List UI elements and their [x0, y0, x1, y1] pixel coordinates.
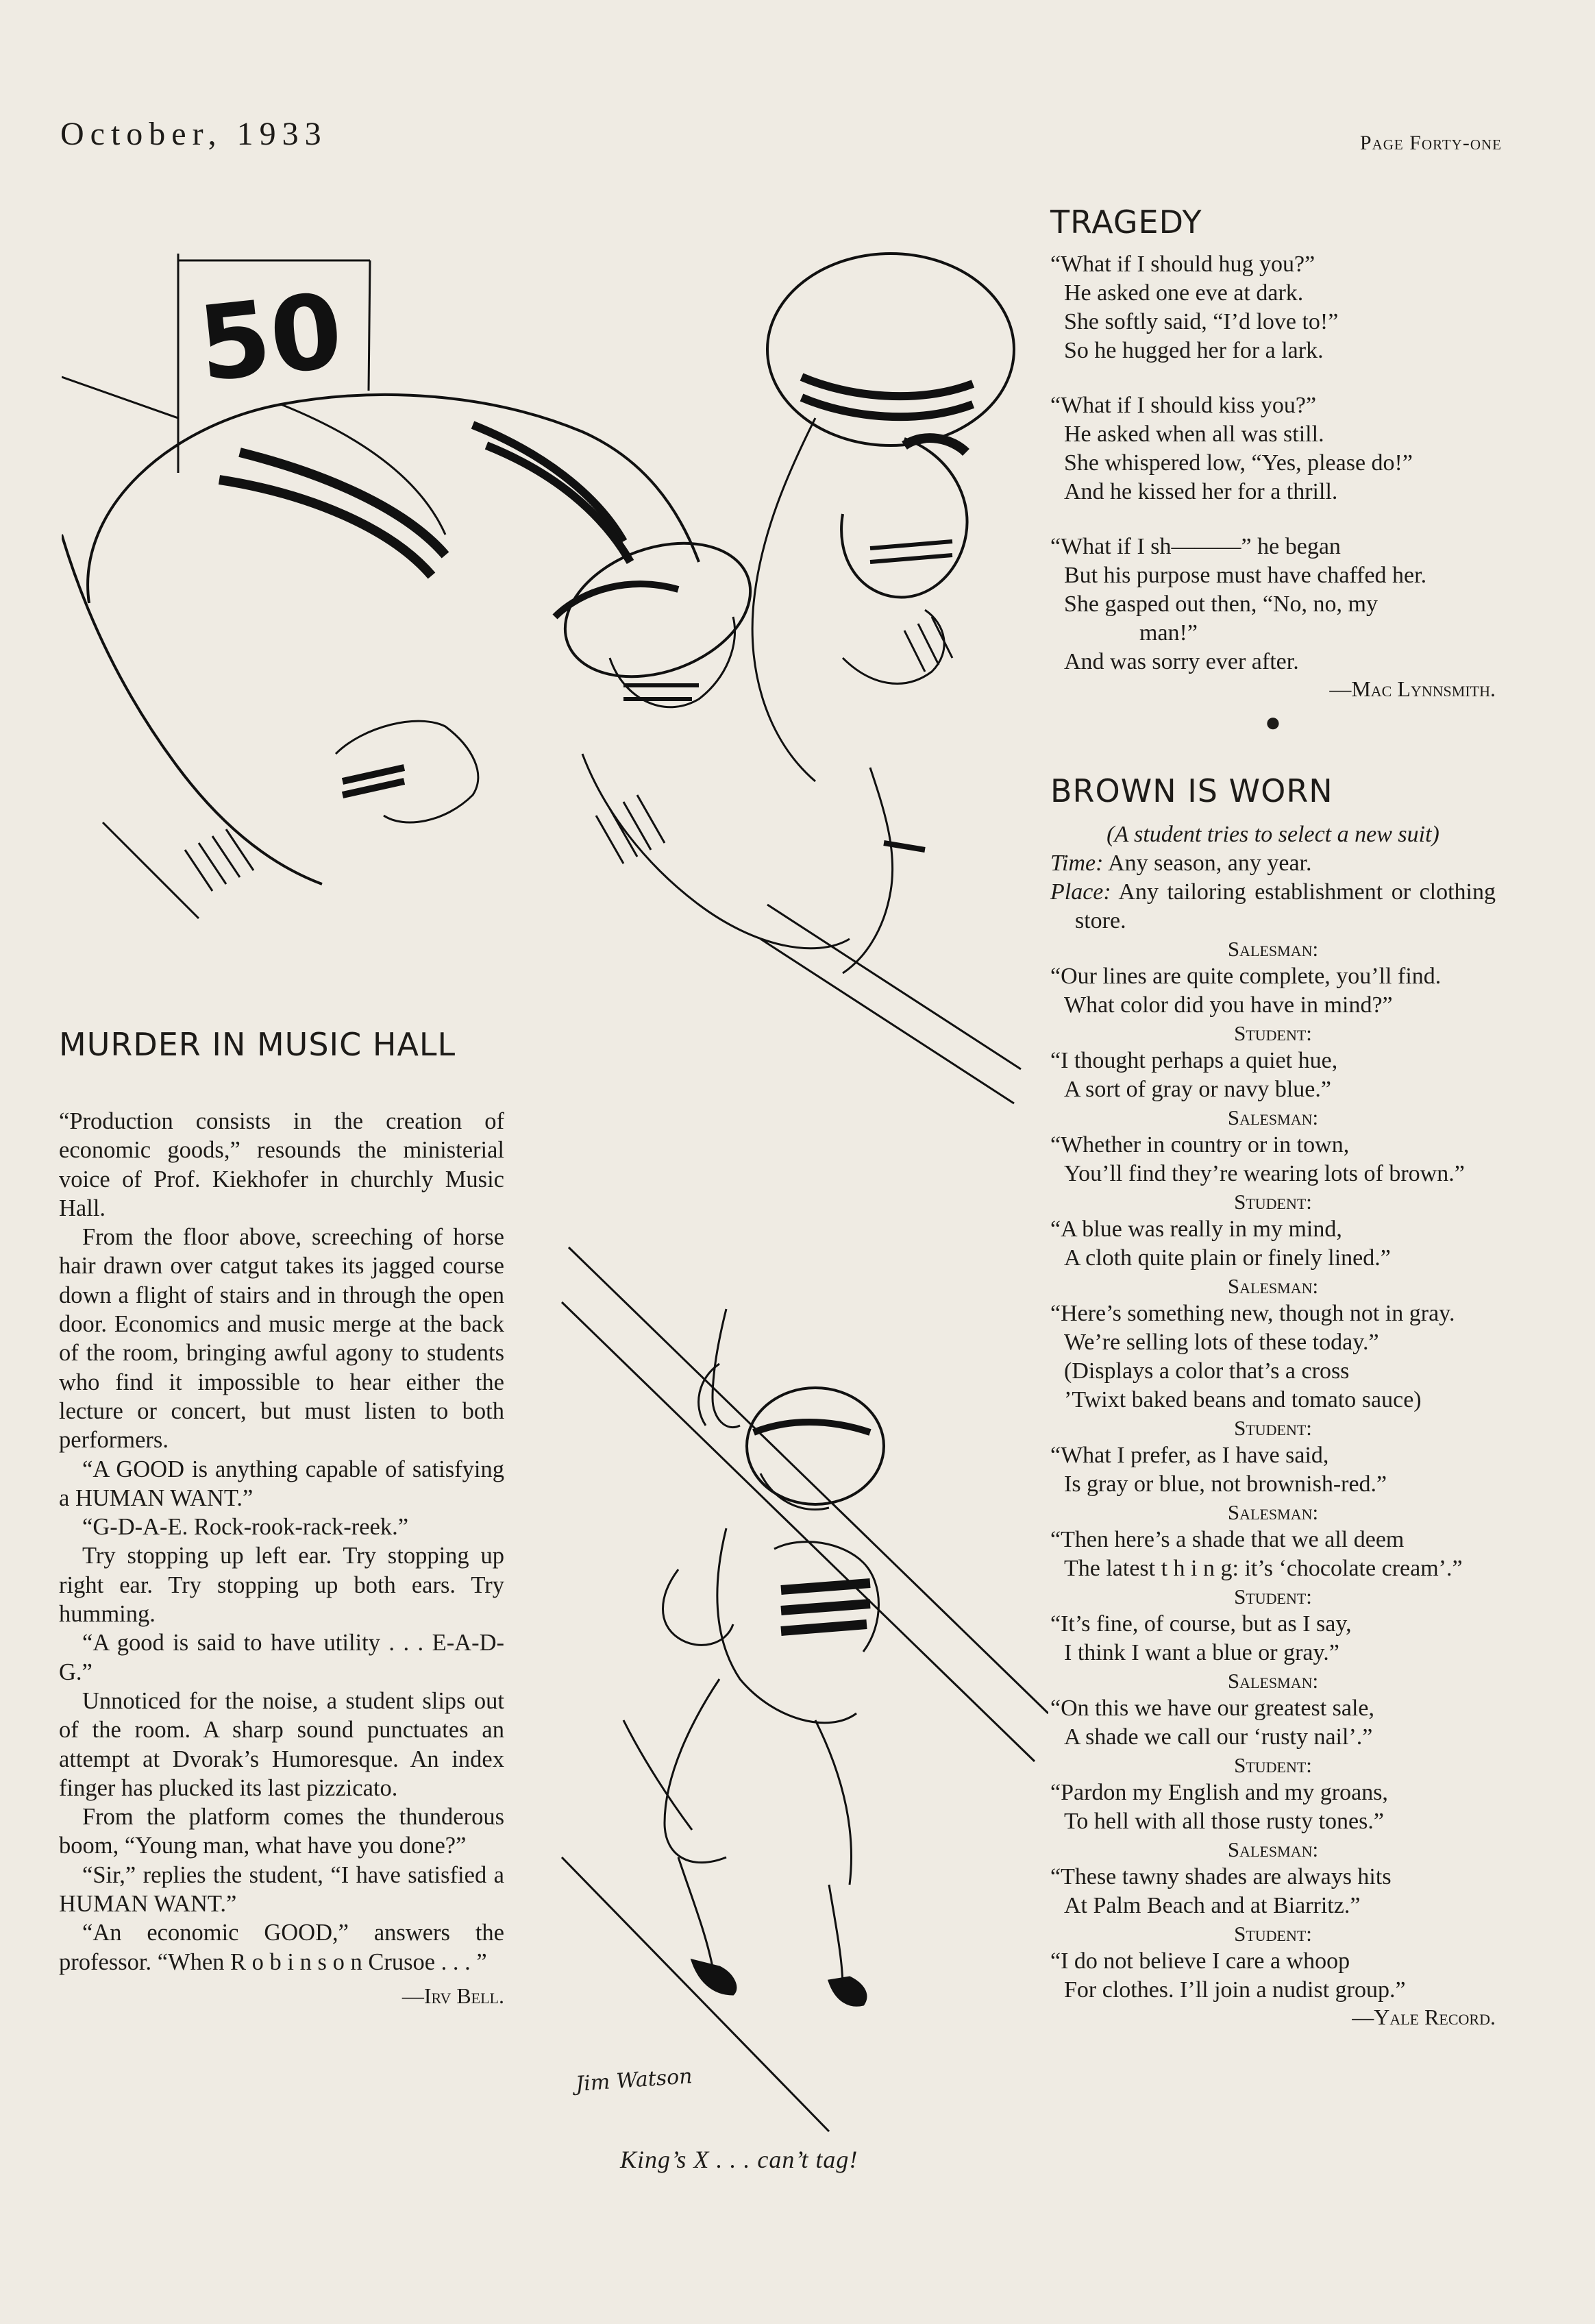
artist-signature: Jim Watson [574, 2064, 693, 2096]
football-cartoon-illustration [62, 247, 1028, 1145]
dialogue-line: “On this we have our greatest sale, [1050, 1696, 1374, 1721]
paragraph: “A good is said to have utility . . . E-A-D-G.” [59, 1630, 504, 1685]
verse-line: And he kissed her for a thrill. [1064, 479, 1338, 504]
verse-line: He asked one eve at dark. [1064, 280, 1304, 306]
dialogue-line: “It’s fine, of course, but as I say, [1050, 1611, 1352, 1637]
speaker-label: Salesman: [1227, 1500, 1319, 1524]
paragraph: “G-D-A-E. Rock-rook-rack-reek.” [82, 1514, 409, 1541]
verse-line: He asked when all was still. [1064, 421, 1324, 447]
dialogue-line: For clothes. I’ll join a nudist group.” [1064, 1977, 1406, 2003]
section-separator: ● [1264, 707, 1282, 737]
dialogue-line: A cloth quite plain or finely lined.” [1064, 1245, 1391, 1271]
speaker-label: Student: [1234, 1753, 1312, 1777]
dialogue-line: The latest t h i n g: it’s ‘chocolate cream’.” [1064, 1556, 1463, 1581]
paragraph: “A GOOD is anything capable of satisfying a HUMAN WANT.” [59, 1456, 504, 1511]
poem-byline: —Yale Record. [1352, 2005, 1496, 2029]
dialogue-line: Is gray or blue, not brownish-red.” [1064, 1471, 1387, 1497]
dialogue-line: “Here’s something new, though not in gray. [1050, 1301, 1455, 1326]
dialogue-line: I think I want a blue or gray.” [1064, 1640, 1339, 1665]
speaker-label: Salesman: [1227, 1669, 1319, 1693]
verse-line: So he hugged her for a lark. [1064, 338, 1324, 363]
stanza [1050, 250, 1496, 365]
stanza [1050, 391, 1496, 506]
speaker-label: Salesman: [1227, 937, 1319, 961]
verse-line: She softly said, “I’d love to!” [1064, 309, 1339, 334]
page-number: Page Forty-one [1359, 132, 1502, 154]
dialogue-line: “I thought perhaps a quiet hue, [1050, 1048, 1338, 1073]
author-byline: —Irv Bell. [401, 1983, 504, 2008]
dialogue-line: (Displays a color that’s a cross [1064, 1358, 1350, 1384]
speaker-label: Student: [1234, 1585, 1312, 1609]
time-line [1050, 849, 1496, 878]
verse-line: “What if I sh———” he began [1050, 534, 1341, 559]
dialogue-list [1050, 935, 1496, 2005]
poem-subtitle: (A student tries to select a new suit) [1106, 822, 1439, 847]
article-title: MURDER IN MUSIC HALL [59, 1026, 456, 1063]
dialogue-line: You’ll find they’re wearing lots of brown.” [1064, 1161, 1465, 1186]
dialogue-line: What color did you have in mind?” [1064, 992, 1393, 1018]
speaker-label: Salesman: [1227, 1105, 1319, 1129]
dialogue-line: ’Twixt baked beans and tomato sauce) [1064, 1387, 1422, 1412]
dialogue-line: “A blue was really in my mind, [1050, 1216, 1342, 1242]
stanza [1050, 533, 1496, 676]
place-text: Any tailoring establishment or clothing store. [1075, 879, 1496, 933]
poem-title: BROWN IS WORN [1050, 772, 1333, 809]
verse-line: But his purpose must have chaffed her. [1064, 563, 1427, 588]
paragraph: “An economic GOOD,” answers the professor. “When R o b i n s o n Crusoe . . . ” [59, 1920, 504, 1975]
dialogue-line: “Whether in country or in town, [1050, 1132, 1350, 1158]
speaker-label: Student: [1234, 1190, 1312, 1214]
speaker-label: Student: [1234, 1021, 1312, 1045]
poem-byline: —Mac Lynnsmith. [1329, 676, 1496, 701]
climbing-player-illustration [555, 1240, 1048, 2138]
cartoon-caption: King’s X . . . can’t tag! [620, 2146, 858, 2173]
paragraph: From the platform comes the thunderous boom, “Young man, what have you done?” [59, 1804, 504, 1859]
paragraph: Try stopping up left ear. Try stopping up right ear. Try stopping up both ears. Try humming. [59, 1543, 504, 1628]
speaker-label: Salesman: [1227, 1274, 1319, 1298]
verse-line: And was sorry ever after. [1064, 649, 1299, 674]
time-label: Time: [1050, 851, 1104, 876]
article-body [59, 1107, 504, 1977]
dialogue-line: “Our lines are quite complete, you’ll find. [1050, 964, 1442, 989]
dialogue-line: “I do not believe I care a whoop [1050, 1948, 1350, 1974]
paragraph: From the floor above, screeching of horse hair drawn over catgut takes its jagged course down a flight of stairs and in through the open door. Economics and music merge at the back of the room, bringing awful agony to students who find it impossible to hear either the lecture or concert, but must listen to both performers. [59, 1224, 504, 1454]
place-line [1050, 878, 1496, 935]
dialogue-line: “What I prefer, as I have said, [1050, 1443, 1329, 1468]
paragraph: “Production consists in the creation of economic goods,” resounds the ministerial voice of Prof. Kiekhofer in churchly Music Hall. [59, 1108, 504, 1221]
dialogue-line: “These tawny shades are always hits [1050, 1864, 1392, 1889]
dialogue-line: A sort of gray or navy blue.” [1064, 1077, 1331, 1102]
verse-line: man!” [1139, 620, 1198, 646]
verse-line: “What if I should kiss you?” [1050, 393, 1317, 418]
speaker-label: Student: [1234, 1416, 1312, 1440]
verse-line: She whispered low, “Yes, please do!” [1064, 450, 1413, 476]
dialogue-line: A shade we call our ‘rusty nail’.” [1064, 1724, 1373, 1750]
time-text: Any season, any year. [1108, 851, 1312, 876]
paragraph: “Sir,” replies the student, “I have satisfied a HUMAN WANT.” [59, 1861, 504, 1918]
tragedy-poem [1050, 202, 1496, 757]
verse-line: She gasped out then, “No, no, my [1064, 591, 1378, 617]
murder-article [59, 1025, 504, 2009]
paragraph: Unnoticed for the noise, a student slips out of the room. A sharp sound punctuates an attempt at Dvorak’s Humoresque. An index finger has plucked its last pizzicato. [59, 1687, 504, 1801]
speaker-label: Salesman: [1227, 1837, 1319, 1861]
dialogue-line: “Pardon my English and my groans, [1050, 1780, 1388, 1805]
verse-line: “What if I should hug you?” [1050, 252, 1315, 277]
speaker-label: Student: [1234, 1922, 1312, 1946]
dialogue-line: At Palm Beach and at Biarritz.” [1064, 1893, 1361, 1918]
brown-is-worn-poem [1050, 771, 1496, 2030]
dialogue-line: We’re selling lots of these today.” [1064, 1330, 1379, 1355]
yard-marker-number: 50 [193, 271, 348, 405]
place-label: Place: [1050, 879, 1111, 905]
dialogue-line: “Then here’s a shade that we all deem [1050, 1527, 1405, 1552]
dialogue-line: To hell with all those rusty tones.” [1064, 1809, 1384, 1834]
poem-title: TRAGEDY [1050, 204, 1202, 241]
issue-date: October, 1933 [60, 116, 327, 152]
